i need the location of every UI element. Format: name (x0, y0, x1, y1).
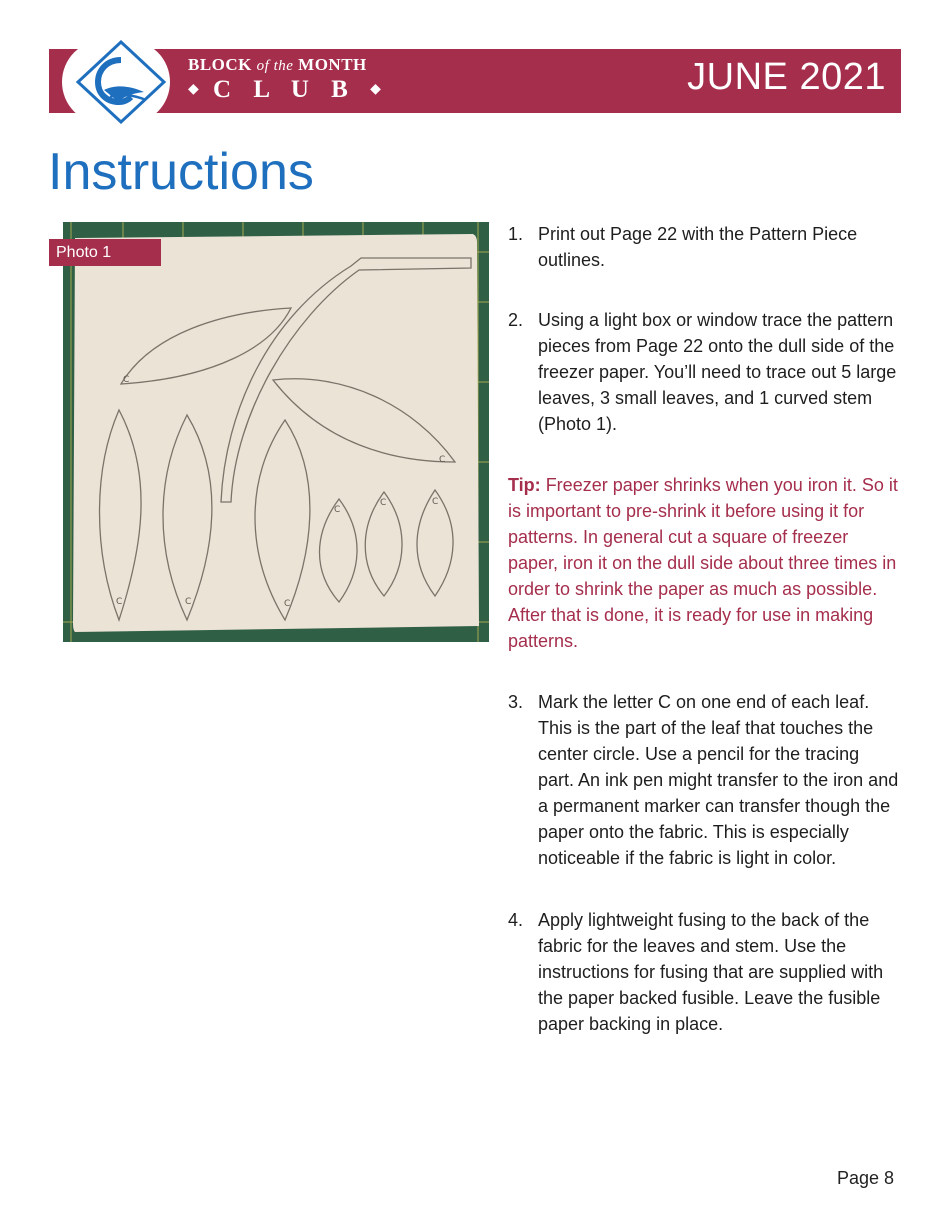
club-logo-icon (74, 40, 168, 124)
leaf-mark-letter: C (185, 597, 192, 607)
photo-label: Photo 1 (49, 239, 161, 266)
club-name-month: MONTH (298, 55, 367, 74)
step-text: Mark the letter C on one end of each leaf. This is the part of the leaf that touches the center circle. Use a pencil for the tracing part. An ink pen might transfer to the iron and a permanent marker can transfer though the paper onto the fabric. This is especially noticeable if the fabric is light in color. (538, 692, 899, 868)
club-name-ofthe: of the (256, 58, 294, 74)
instruction-step-4 (508, 907, 900, 1037)
issue-date: JUNE 2021 (687, 56, 886, 98)
leaf-mark-letter: C (380, 498, 387, 508)
instruction-step-1 (508, 221, 900, 273)
club-name (188, 55, 381, 104)
instruction-step-3 (508, 689, 900, 871)
step-number: 1. (508, 224, 524, 244)
tip-box (508, 472, 900, 654)
diamond-icon: ◆ (370, 82, 381, 97)
club-name-block: BLOCK (188, 55, 252, 74)
step-number: 2. (508, 310, 524, 330)
leaf-mark-letter: C (432, 497, 439, 507)
diamond-icon: ◆ (188, 82, 199, 97)
step-number: 4. (508, 910, 524, 930)
tip-label: Tip: (508, 475, 541, 495)
photo-traced-leaves (63, 222, 489, 642)
leaf-mark-letter: C (334, 505, 341, 515)
tip-text: Freezer paper shrinks when you iron it. So it is important to pre-shrink it before using it for patterns. In general cut a square of freezer paper, iron it on the dull side about three times in order to shrink the paper as much as possible. After that is done, it is ready for use in making patterns. (508, 475, 898, 651)
step-number: 3. (508, 692, 524, 712)
step-text: Print out Page 22 with the Pattern Piece outlines. (538, 224, 858, 270)
leaf-mark-letter: C (439, 455, 446, 465)
page-number: Page 8 (836, 1168, 894, 1188)
instruction-step-2 (508, 307, 900, 437)
leaf-mark-letter: C (284, 599, 291, 609)
page-title: Instructions (48, 143, 314, 201)
club-name-club: C L U B (213, 76, 356, 103)
step-text: Apply lightweight fusing to the back of the fabric for the leaves and stem. Use the instructions for fusing that are supplied with the paper backed fusible. Leave the fusible paper backing in place. (538, 910, 884, 1034)
leaf-mark-letter: C (123, 375, 130, 385)
step-text: Using a light box or window trace the pattern pieces from Page 22 onto the dull side of the freezer paper. You’ll need to trace out 5 large leaves, 3 small leaves, and 1 curved stem (Photo 1). (538, 310, 897, 434)
leaf-mark-letter: C (116, 597, 123, 607)
